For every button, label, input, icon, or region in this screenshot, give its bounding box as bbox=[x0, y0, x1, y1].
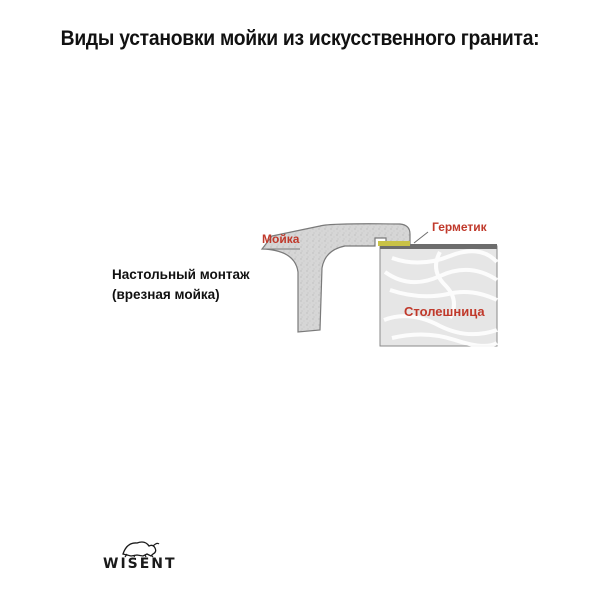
brand-logo: WISENT bbox=[103, 556, 177, 572]
countertop-label: Столешница bbox=[404, 304, 485, 319]
caption-line-2: (врезная мойка) bbox=[112, 287, 220, 302]
page-title: Виды установки мойки из искусственного гранита: bbox=[60, 27, 540, 50]
countertop bbox=[380, 244, 497, 346]
caption-line-1: Настольный монтаж bbox=[112, 267, 250, 282]
mounting-type-caption bbox=[112, 265, 250, 305]
sealant-leader bbox=[414, 232, 428, 243]
sealant-label: Герметик bbox=[432, 220, 487, 234]
sealant-strip bbox=[378, 241, 410, 246]
sink-label: Мойка bbox=[262, 232, 300, 246]
